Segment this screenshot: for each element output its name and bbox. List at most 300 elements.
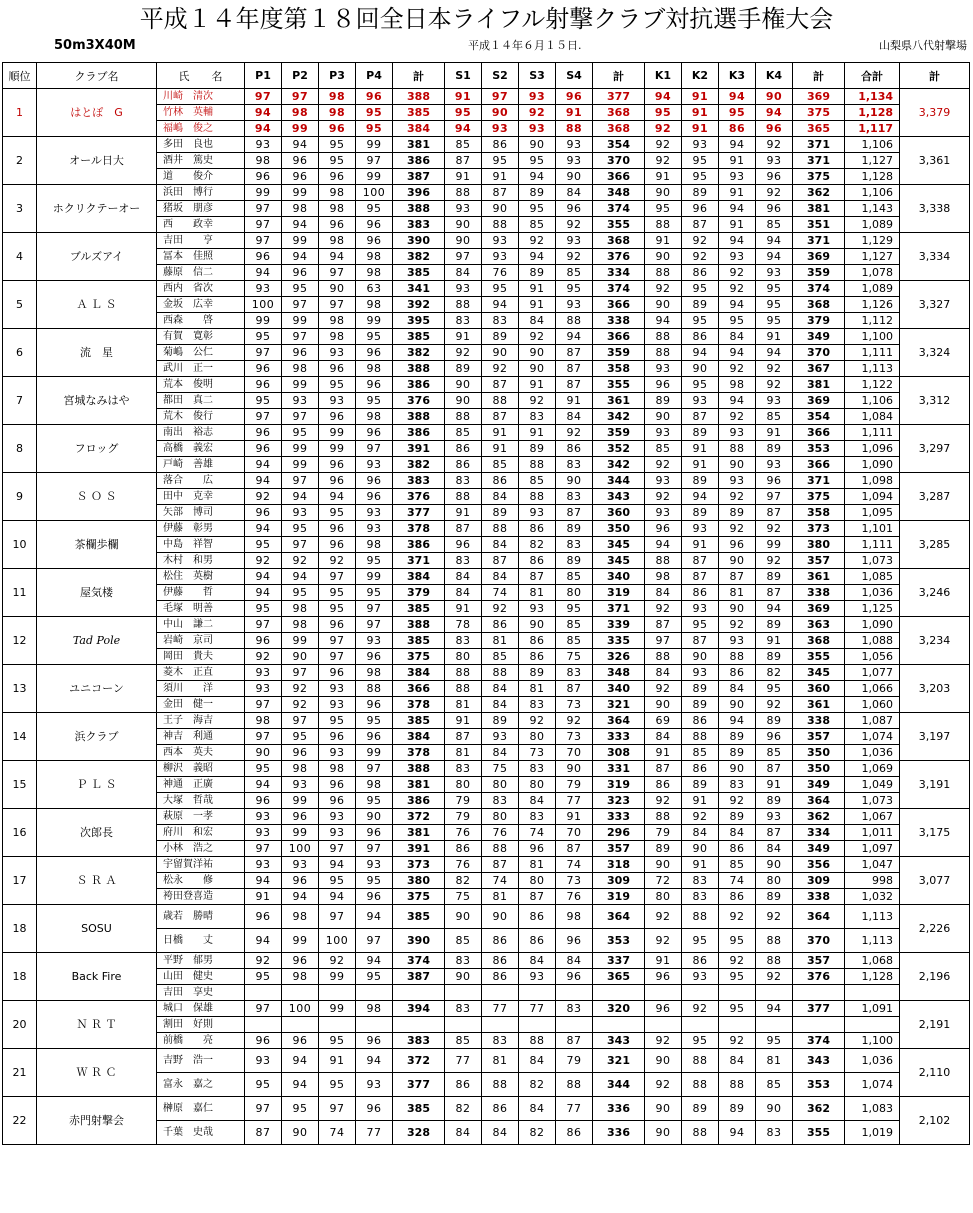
kneeling-score: 89: [682, 185, 719, 201]
shooter-total: 1,073: [845, 793, 900, 809]
prone-score: 99: [282, 793, 319, 809]
standing-score: 91: [445, 601, 482, 617]
prone-score: 93: [356, 521, 393, 537]
shooter-name: 平野 郁男: [157, 953, 245, 969]
kneeling-score: 92: [756, 185, 793, 201]
kneeling-score: 89: [756, 569, 793, 585]
standing-subtotal: 342: [593, 457, 645, 473]
standing-subtotal: 338: [593, 313, 645, 329]
team-rank: 13: [3, 665, 37, 713]
prone-score: 100: [282, 1001, 319, 1017]
prone-subtotal: 396: [393, 185, 445, 201]
standing-subtotal: 296: [593, 825, 645, 841]
standing-score: 97: [482, 89, 519, 105]
team-rank: 5: [3, 281, 37, 329]
club-name: ホクリクテーオー: [37, 185, 157, 233]
prone-score: 96: [356, 825, 393, 841]
shooter-name: 菊嶋 公仁: [157, 345, 245, 361]
team-total: 3,175: [900, 809, 970, 857]
table-row: [3, 569, 970, 585]
shooter-total: 1,060: [845, 697, 900, 713]
standing-subtotal: 344: [593, 473, 645, 489]
kneeling-score: 95: [682, 377, 719, 393]
shooter-name: 千葉 史哉: [157, 1121, 245, 1145]
standing-subtotal: 343: [593, 1033, 645, 1049]
kneeling-score: 88: [682, 1073, 719, 1097]
prone-score: 97: [356, 841, 393, 857]
club-name: 次郎長: [37, 809, 157, 857]
standing-score: 85: [445, 137, 482, 153]
shooter-total: 1,111: [845, 537, 900, 553]
prone-subtotal: 388: [393, 761, 445, 777]
prone-score: 95: [319, 153, 356, 169]
standing-score: 94: [519, 169, 556, 185]
kneeling-score: 94: [719, 233, 756, 249]
standing-score: 90: [445, 969, 482, 985]
prone-score: 93: [319, 825, 356, 841]
prone-score: 97: [245, 729, 282, 745]
shooter-total: 1,091: [845, 1001, 900, 1017]
standing-score: 91: [556, 105, 593, 121]
standing-score: 91: [556, 809, 593, 825]
standing-score: 88: [445, 681, 482, 697]
prone-score: 94: [282, 889, 319, 905]
standing-score: 88: [519, 457, 556, 473]
kneeling-score: 88: [645, 329, 682, 345]
kneeling-score: 89: [719, 729, 756, 745]
standing-score: 79: [556, 1049, 593, 1073]
standing-subtotal: 335: [593, 633, 645, 649]
standing-score: 85: [445, 929, 482, 953]
prone-score: 92: [245, 953, 282, 969]
kneeling-subtotal: 338: [793, 585, 845, 601]
shooter-total: 1,100: [845, 329, 900, 345]
kneeling-score: 89: [682, 473, 719, 489]
team-rank: 4: [3, 233, 37, 281]
kneeling-score: 93: [682, 665, 719, 681]
shooter-name: 王子 海吉: [157, 713, 245, 729]
kneeling-score: 85: [682, 745, 719, 761]
kneeling-score: 93: [719, 249, 756, 265]
standing-score: 89: [482, 713, 519, 729]
team-rank: 15: [3, 761, 37, 809]
kneeling-score: 91: [682, 457, 719, 473]
kneeling-score: 86: [682, 953, 719, 969]
kneeling-score: 87: [645, 617, 682, 633]
column-header: 順位: [3, 63, 37, 89]
standing-score: 73: [556, 697, 593, 713]
prone-score: 97: [245, 1097, 282, 1121]
kneeling-score: 95: [719, 313, 756, 329]
standing-score: 85: [445, 425, 482, 441]
standing-score: 80: [519, 729, 556, 745]
shooter-total: 1,143: [845, 201, 900, 217]
standing-score: 74: [482, 585, 519, 601]
kneeling-score: 87: [756, 585, 793, 601]
kneeling-subtotal: 368: [793, 633, 845, 649]
shooter-name: 西本 英夫: [157, 745, 245, 761]
prone-score: 97: [282, 409, 319, 425]
prone-score: 90: [245, 745, 282, 761]
prone-score: 95: [245, 329, 282, 345]
shooter-total: 1,087: [845, 713, 900, 729]
kneeling-score: 97: [756, 489, 793, 505]
standing-score: 78: [445, 617, 482, 633]
kneeling-subtotal: 369: [793, 89, 845, 105]
kneeling-subtotal: 356: [793, 857, 845, 873]
prone-score: 96: [245, 249, 282, 265]
kneeling-subtotal: 367: [793, 361, 845, 377]
prone-score: 98: [356, 297, 393, 313]
shooter-name: 有賀 寛彰: [157, 329, 245, 345]
shooter-total: 1,090: [845, 617, 900, 633]
prone-subtotal: 382: [393, 249, 445, 265]
prone-score: 99: [282, 377, 319, 393]
prone-score: 95: [356, 329, 393, 345]
standing-score: 88: [519, 489, 556, 505]
team-total: 3,285: [900, 521, 970, 569]
club-name: 屋気楼: [37, 569, 157, 617]
kneeling-subtotal: 371: [793, 137, 845, 153]
kneeling-subtotal: 357: [793, 729, 845, 745]
prone-score: 94: [245, 521, 282, 537]
standing-score: 82: [519, 1121, 556, 1145]
shooter-name: 落合 広: [157, 473, 245, 489]
prone-subtotal: 391: [393, 841, 445, 857]
kneeling-score: 94: [645, 537, 682, 553]
prone-score: 93: [245, 1049, 282, 1073]
prone-score: 96: [356, 697, 393, 713]
kneeling-score: 92: [756, 377, 793, 393]
prone-subtotal: 328: [393, 1121, 445, 1145]
standing-subtotal: 344: [593, 1073, 645, 1097]
standing-score: 87: [556, 681, 593, 697]
prone-score: 94: [319, 489, 356, 505]
club-name: Tad Pole: [37, 617, 157, 665]
prone-subtotal: 385: [393, 905, 445, 929]
kneeling-score: 84: [645, 585, 682, 601]
standing-score: 83: [445, 633, 482, 649]
prone-subtotal: 386: [393, 425, 445, 441]
standing-score: 79: [556, 777, 593, 793]
shooter-name: 中島 祥智: [157, 537, 245, 553]
shooter-name: 神吉 利通: [157, 729, 245, 745]
standing-score: 91: [445, 169, 482, 185]
prone-score: 95: [319, 137, 356, 153]
kneeling-subtotal: 369: [793, 601, 845, 617]
standing-subtotal: 366: [593, 329, 645, 345]
shooter-total: 1,125: [845, 601, 900, 617]
kneeling-score: [756, 1017, 793, 1033]
standing-score: 77: [556, 1097, 593, 1121]
prone-score: 93: [319, 809, 356, 825]
kneeling-score: 80: [645, 889, 682, 905]
column-header: P4: [356, 63, 393, 89]
kneeling-subtotal: 369: [793, 249, 845, 265]
standing-score: 88: [482, 521, 519, 537]
prone-subtotal: 375: [393, 649, 445, 665]
standing-subtotal: 357: [593, 841, 645, 857]
prone-subtotal: 381: [393, 777, 445, 793]
prone-score: 95: [356, 585, 393, 601]
shooter-name: 武川 正一: [157, 361, 245, 377]
prone-score: 95: [319, 377, 356, 393]
shooter-name: 菱木 正直: [157, 665, 245, 681]
prone-score: 96: [319, 457, 356, 473]
standing-score: 88: [556, 1073, 593, 1097]
standing-score: 91: [482, 169, 519, 185]
kneeling-score: 96: [645, 1001, 682, 1017]
kneeling-score: 94: [756, 233, 793, 249]
kneeling-score: 89: [682, 777, 719, 793]
standing-score: 83: [445, 553, 482, 569]
prone-score: 99: [282, 313, 319, 329]
standing-score: 80: [556, 585, 593, 601]
shooter-name: 伊藤 彰男: [157, 521, 245, 537]
prone-score: 97: [245, 201, 282, 217]
standing-score: 93: [482, 121, 519, 137]
standing-score: 84: [482, 1121, 519, 1145]
standing-score: 88: [482, 393, 519, 409]
kneeling-score: 94: [756, 105, 793, 121]
kneeling-score: 95: [682, 153, 719, 169]
prone-subtotal: 388: [393, 89, 445, 105]
shooter-total: 1,083: [845, 1097, 900, 1121]
kneeling-score: 95: [719, 105, 756, 121]
prone-score: 94: [356, 905, 393, 929]
kneeling-score: 91: [682, 537, 719, 553]
team-total: 3,297: [900, 425, 970, 473]
shooter-name: 榊原 嘉仁: [157, 1097, 245, 1121]
prone-subtotal: 388: [393, 361, 445, 377]
standing-score: 96: [556, 969, 593, 985]
shooter-name: 萩原 一孝: [157, 809, 245, 825]
standing-score: 84: [556, 185, 593, 201]
standing-score: 86: [519, 633, 556, 649]
prone-subtotal: 382: [393, 345, 445, 361]
kneeling-score: 91: [756, 777, 793, 793]
prone-score: 96: [282, 745, 319, 761]
kneeling-score: 96: [756, 201, 793, 217]
kneeling-score: 94: [645, 313, 682, 329]
prone-score: 97: [356, 929, 393, 953]
prone-subtotal: 382: [393, 457, 445, 473]
standing-subtotal: 355: [593, 217, 645, 233]
prone-subtotal: 388: [393, 409, 445, 425]
standing-score: 88: [556, 121, 593, 137]
shooter-name: 福嶋 俊之: [157, 121, 245, 137]
standing-score: 95: [482, 153, 519, 169]
standing-score: 86: [482, 473, 519, 489]
shooter-total: 1,032: [845, 889, 900, 905]
standing-score: 94: [445, 121, 482, 137]
kneeling-score: 88: [645, 553, 682, 569]
prone-subtotal: 383: [393, 473, 445, 489]
kneeling-score: 94: [645, 89, 682, 105]
standing-score: 76: [445, 857, 482, 873]
prone-subtotal: 384: [393, 729, 445, 745]
prone-score: 99: [282, 233, 319, 249]
kneeling-score: 90: [719, 601, 756, 617]
kneeling-score: 92: [645, 137, 682, 153]
prone-score: 96: [319, 361, 356, 377]
kneeling-score: 86: [645, 777, 682, 793]
shooter-name: 柳沢 義昭: [157, 761, 245, 777]
prone-score: 94: [282, 1073, 319, 1097]
prone-score: 99: [282, 825, 319, 841]
standing-score: 84: [519, 793, 556, 809]
standing-score: 92: [519, 393, 556, 409]
kneeling-subtotal: 369: [793, 393, 845, 409]
standing-score: 91: [482, 441, 519, 457]
prone-score: 96: [245, 633, 282, 649]
prone-score: 98: [282, 201, 319, 217]
standing-subtotal: 345: [593, 553, 645, 569]
kneeling-score: 92: [719, 265, 756, 281]
prone-score: 98: [356, 361, 393, 377]
kneeling-score: 98: [719, 377, 756, 393]
kneeling-score: 88: [645, 265, 682, 281]
club-name: Back Fire: [37, 953, 157, 1001]
prone-score: 96: [282, 265, 319, 281]
column-header: 氏 名: [157, 63, 245, 89]
kneeling-score: 90: [682, 649, 719, 665]
prone-score: 98: [356, 409, 393, 425]
prone-score: 93: [356, 857, 393, 873]
shooter-name: 中山 謙二: [157, 617, 245, 633]
club-name: Ｓ Ｏ Ｓ: [37, 473, 157, 521]
prone-score: 77: [356, 1121, 393, 1145]
shooter-name: 吉野 浩一: [157, 1049, 245, 1073]
kneeling-score: 83: [682, 889, 719, 905]
standing-score: 84: [482, 745, 519, 761]
kneeling-score: 94: [756, 601, 793, 617]
kneeling-score: 96: [645, 377, 682, 393]
prone-score: 63: [356, 281, 393, 297]
prone-score: 99: [319, 441, 356, 457]
standing-score: 84: [519, 953, 556, 969]
prone-score: 97: [319, 265, 356, 281]
kneeling-subtotal: 366: [793, 425, 845, 441]
kneeling-score: 90: [645, 297, 682, 313]
prone-score: 95: [282, 425, 319, 441]
prone-subtotal: 387: [393, 169, 445, 185]
table-row: [3, 809, 970, 825]
prone-score: 99: [356, 569, 393, 585]
prone-score: 99: [319, 969, 356, 985]
kneeling-score: 87: [682, 553, 719, 569]
standing-score: 79: [445, 809, 482, 825]
shooter-total: 1,122: [845, 377, 900, 393]
kneeling-score: 90: [645, 1097, 682, 1121]
prone-subtotal: 391: [393, 441, 445, 457]
standing-score: 88: [445, 297, 482, 313]
team-rank: 10: [3, 521, 37, 569]
kneeling-score: 90: [682, 361, 719, 377]
kneeling-score: 91: [682, 793, 719, 809]
standing-score: 89: [556, 521, 593, 537]
standing-score: 81: [519, 681, 556, 697]
standing-score: 93: [519, 121, 556, 137]
kneeling-score: 91: [645, 745, 682, 761]
club-name: Ａ Ｌ Ｓ: [37, 281, 157, 329]
kneeling-subtotal: [793, 1017, 845, 1033]
kneeling-subtotal: 371: [793, 153, 845, 169]
shooter-name: 西内 省次: [157, 281, 245, 297]
kneeling-score: 89: [756, 793, 793, 809]
shooter-total: 1,127: [845, 153, 900, 169]
standing-subtotal: 343: [593, 489, 645, 505]
standing-subtotal: 374: [593, 281, 645, 297]
standing-score: 97: [445, 249, 482, 265]
kneeling-score: 92: [756, 553, 793, 569]
prone-score: 92: [282, 553, 319, 569]
kneeling-score: 90: [645, 249, 682, 265]
standing-score: 84: [445, 569, 482, 585]
kneeling-score: 90: [719, 553, 756, 569]
shooter-name: 松住 英樹: [157, 569, 245, 585]
prone-subtotal: 372: [393, 1049, 445, 1073]
prone-score: 92: [319, 953, 356, 969]
team-total: 3,234: [900, 617, 970, 665]
kneeling-subtotal: 379: [793, 313, 845, 329]
prone-score: 96: [245, 793, 282, 809]
standing-score: 92: [519, 233, 556, 249]
kneeling-score: 92: [645, 457, 682, 473]
prone-score: 90: [282, 649, 319, 665]
standing-subtotal: 348: [593, 185, 645, 201]
standing-score: 91: [445, 713, 482, 729]
standing-score: 90: [556, 473, 593, 489]
table-row: [3, 185, 970, 201]
standing-score: [482, 985, 519, 1001]
kneeling-score: 96: [756, 473, 793, 489]
standing-score: 90: [482, 905, 519, 929]
prone-subtotal: 385: [393, 265, 445, 281]
standing-score: 86: [482, 137, 519, 153]
standing-score: 93: [519, 969, 556, 985]
kneeling-score: 92: [756, 969, 793, 985]
kneeling-score: 88: [682, 905, 719, 929]
shooter-name: 金坂 広幸: [157, 297, 245, 313]
prone-subtotal: 376: [393, 489, 445, 505]
results-body: [3, 89, 970, 1145]
team-total: 3,197: [900, 713, 970, 761]
prone-subtotal: 387: [393, 969, 445, 985]
kneeling-score: 93: [756, 393, 793, 409]
standing-score: 93: [445, 201, 482, 217]
standing-score: 94: [482, 297, 519, 313]
kneeling-score: 79: [645, 825, 682, 841]
standing-score: 85: [556, 617, 593, 633]
prone-subtotal: 386: [393, 153, 445, 169]
standing-score: 80: [445, 777, 482, 793]
kneeling-score: 99: [756, 537, 793, 553]
shooter-name: 宇留賀洋祐: [157, 857, 245, 873]
prone-score: 97: [319, 649, 356, 665]
standing-score: 84: [519, 1049, 556, 1073]
shooter-total: 1,067: [845, 809, 900, 825]
kneeling-score: 86: [682, 265, 719, 281]
kneeling-score: 84: [719, 825, 756, 841]
kneeling-score: 88: [645, 217, 682, 233]
prone-score: 96: [245, 361, 282, 377]
table-row: [3, 953, 970, 969]
prone-score: 96: [245, 425, 282, 441]
event-venue: 山梨県八代射撃場: [879, 39, 967, 52]
prone-subtotal: 381: [393, 137, 445, 153]
prone-score: 93: [282, 857, 319, 873]
